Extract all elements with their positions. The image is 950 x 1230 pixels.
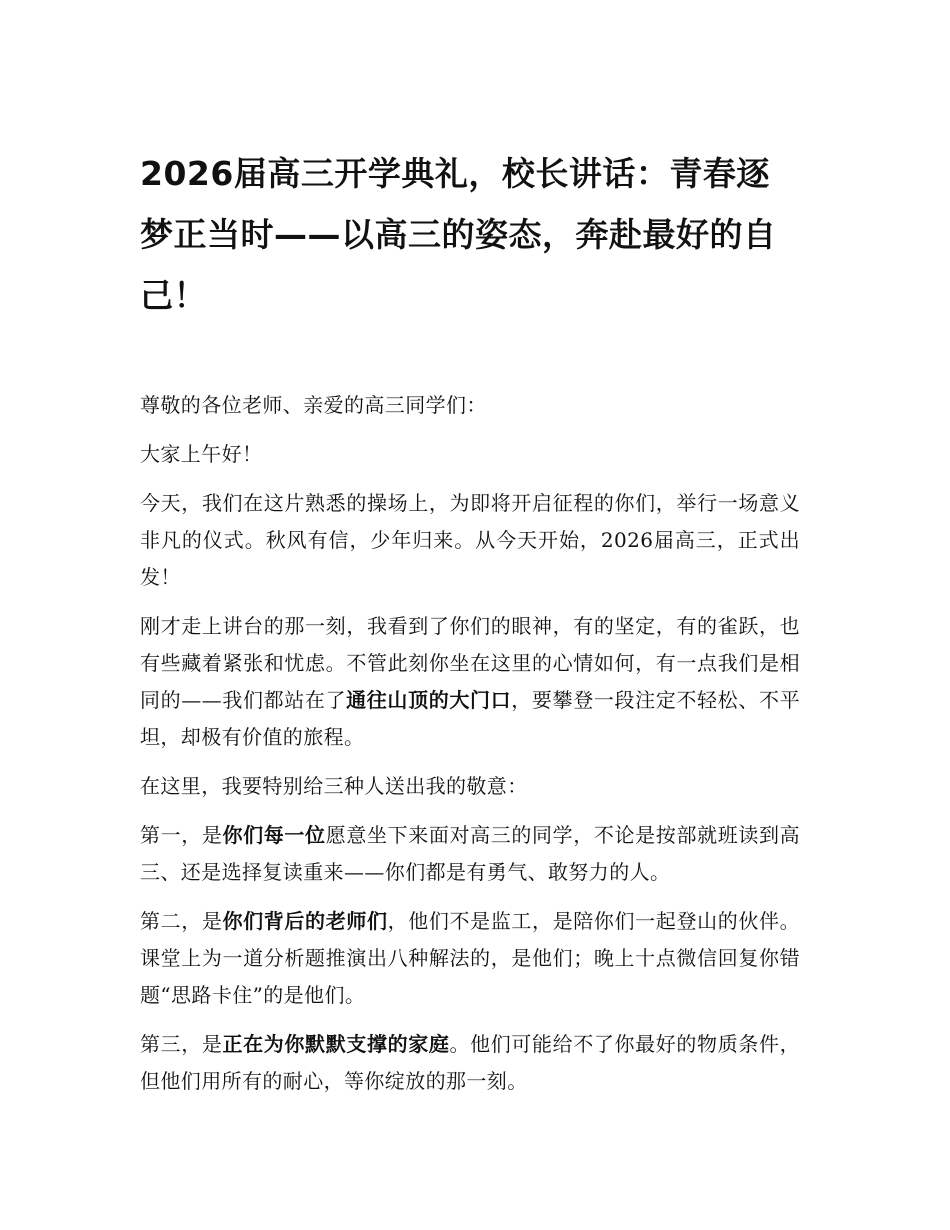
body-paragraph — [140, 768, 800, 805]
body-paragraph — [140, 608, 800, 756]
paragraph-text: 。他们可能给不了你最好的物质条件，但他们用所有的耐心，等你绽放的那一刻。 — [140, 1032, 800, 1093]
body-paragraph — [140, 485, 800, 596]
paragraph-text: 刚才走上讲台的那一刻，我看到了你们的眼神，有的坚定，有的雀跃，也有些藏着紧张和忧虑。不管此刻你坐在这里的心情如何，有一点我们是相同的——我们都站在了 — [140, 614, 800, 712]
paragraph-text: 第一，是 — [140, 823, 223, 847]
paragraph-text: 第三，是 — [140, 1032, 223, 1056]
paragraph-text: 大家上午好！ — [140, 442, 263, 466]
body-paragraph — [140, 1026, 800, 1100]
paragraph-text: 第二，是 — [140, 909, 223, 933]
paragraph-text: 在这里，我要特别给三种人送出我的敬意： — [140, 774, 528, 798]
paragraph-text: 今天，我们在这片熟悉的操场上，为即将开启征程的你们，举行一场意义非凡的仪式。秋风有信，少年归来。从今天开始，2026届高三，正式出发！ — [140, 491, 800, 589]
body-paragraph — [140, 436, 800, 473]
document-title: 2026届高三开学典礼，校长讲话：青春逐梦正当时——以高三的姿态，奔赴最好的自己！ — [140, 154, 777, 315]
body-paragraph — [140, 903, 800, 1014]
body-paragraph — [140, 387, 800, 424]
paragraph-text: 尊敬的各位老师、亲爱的高三同学们： — [140, 393, 487, 417]
document-body — [140, 387, 800, 1112]
emphasis-text: 正在为你默默支撑的家庭 — [222, 1032, 450, 1056]
emphasis-text: 通往山顶的大门口 — [346, 688, 512, 712]
emphasis-text: 你们背后的老师们 — [222, 909, 388, 933]
body-paragraph — [140, 817, 800, 891]
paragraph-text: ，要攀登一段注定不轻松、不平坦，却极有价值的旅程。 — [140, 688, 800, 749]
paragraph-text: ，他们不是监工，是陪你们一起登山的伙伴。课堂上为一道分析题推演出八种解法的，是他们；晚上十点微信回复你错题“思路卡住”的是他们。 — [140, 909, 800, 1007]
paragraph-text: 愿意坐下来面对高三的同学，不论是按部就班读到高三、还是选择复读重来——你们都是有勇气、敢努力的人。 — [140, 823, 801, 884]
emphasis-text: 你们每一位 — [222, 823, 326, 847]
